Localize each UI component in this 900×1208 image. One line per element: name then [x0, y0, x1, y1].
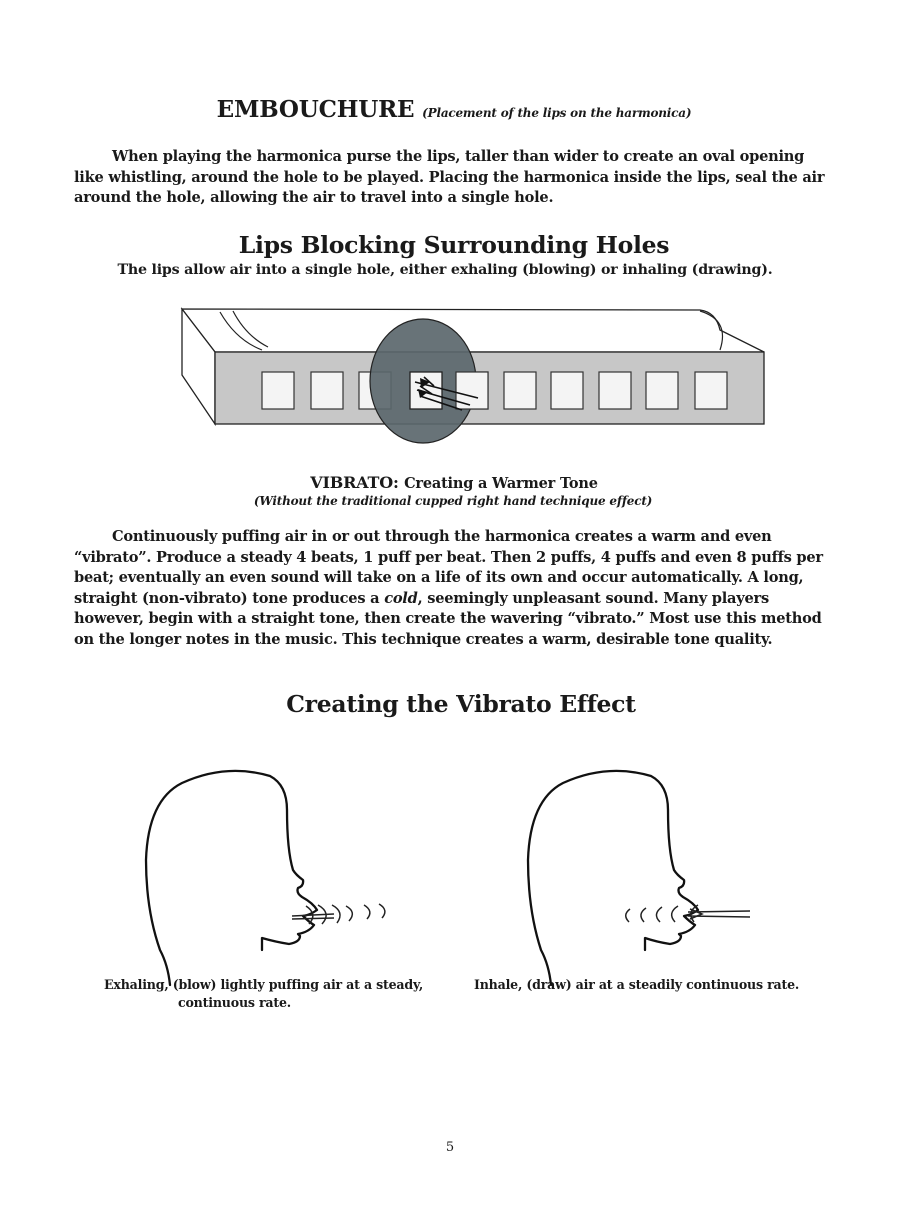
vibrato-paragraph-part-2: , seemingly unpleasant sound. Many players however, begin with a straight tone, then create the wavering “vibrato.” Most use this method on the longer notes in the music. This technique creates a warm, desirable tone quality.	[74, 589, 822, 648]
lips-blocking-heading: Lips Blocking Surrounding Holes	[238, 231, 670, 259]
exhale-caption-line-1: Exhaling, (blow) lightly puffing air at a steady,	[104, 977, 424, 992]
vibrato-effect-heading: Creating the Vibrato Effect	[286, 690, 636, 718]
vibrato-paragraph-emphasis: cold	[384, 589, 418, 607]
embouchure-subtitle: (Placement of the lips on the harmonica)	[422, 106, 692, 120]
exhale-caption-line-2: continuous rate.	[178, 995, 291, 1010]
inhale-caption: Inhale, (draw) air at a steadily continuous rate.	[474, 977, 800, 992]
embouchure-title: EMBOUCHURE	[216, 96, 415, 123]
vibrato-title: VIBRATO:	[310, 473, 399, 492]
embouchure-paragraph-text: When playing the harmonica purse the lips, taller than wider to create an oval opening like whistling, around the hole to be played. Placing the harmonica inside the lips, seal the air around the hole, allowing the air to travel into a single hole.	[74, 148, 825, 206]
vibrato-paragraph-part-1: Continuously puffing air in or out through the harmonica creates a warm and even “vibrato”. Produce a steady 4 beats, 1 puff per beat. Then 2 puffs, 4 puffs and even 8 puffs per beat; eventually an even sound will take on a life of its own and occur automatically. A long, straight (non-vibrato) tone produces a	[74, 528, 823, 607]
vibrato-title-rest: Creating a Warmer Tone	[404, 475, 598, 492]
vibrato-subtitle: (Without the traditional cupped right hand technique effect)	[253, 494, 653, 508]
page-number: 5	[445, 1140, 455, 1155]
lips-blocking-subtitle: The lips allow air into a single hole, either exhaling (blowing) or inhaling (drawing).	[117, 262, 773, 278]
